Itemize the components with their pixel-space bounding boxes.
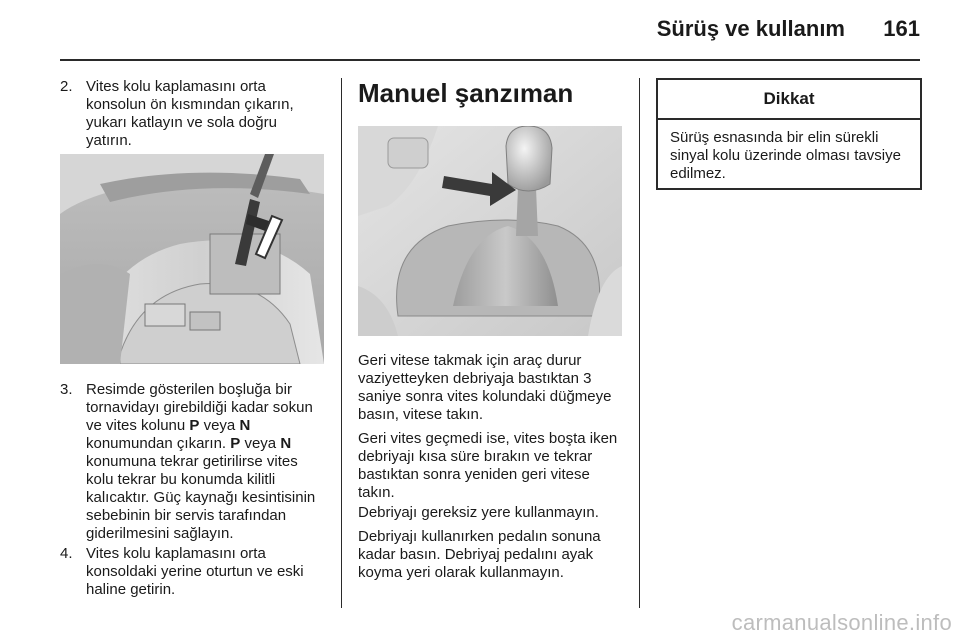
column-right (656, 78, 920, 278)
figure-manual-gear-lever (358, 126, 622, 336)
step-4 (60, 545, 326, 599)
section-title: Manuel şanzıman (358, 78, 574, 108)
paragraph: Geri vitese takmak için araç durur vaziyetteyken debriyaja bastıktan 3 saniye sonra vites kolundaki düğmeye basın, vitese takın. (358, 352, 612, 423)
caution-text: Sürüş esnasında bir elin sürekli sinyal kolu üzerinde olması tavsiye edilmez. (670, 129, 901, 182)
step-number: 4. (60, 545, 73, 562)
step-text: Vites kolu kaplamasını orta konsoldaki yerine oturtun ve eski haline getirin. (86, 545, 304, 598)
step-3 (60, 381, 326, 543)
caution-title: Dikkat (658, 80, 920, 120)
header-section-title: Sürüş ve kullanım (656, 16, 845, 41)
paragraph: Geri vites geçmedi ise, vites boşta iken debriyajı kısa süre bırakın ve tekrar bastıktan sonra yeniden geri vitese takın. (358, 430, 618, 501)
gear-key-n: N (239, 417, 251, 434)
figure-gear-cover-removal (60, 154, 324, 364)
header-rule (60, 59, 920, 61)
page-number: 161 (883, 16, 920, 41)
gear-key-p: P (189, 417, 200, 434)
paragraph: Debriyajı kullanırken pedalın sonuna kadar basın. Debriyaj pedalını ayak koyma yeri olarak kullanmayın. (358, 528, 601, 581)
step-number: 3. (60, 381, 73, 398)
watermark: carmanualsonline.info (731, 610, 952, 635)
column-middle (358, 78, 622, 608)
step-number: 2. (60, 78, 73, 95)
column-left (60, 78, 326, 608)
gear-key-n: N (280, 435, 292, 452)
column-divider (341, 78, 342, 608)
caution-box (656, 78, 922, 190)
step-text: Vites kolu kaplamasını orta konsolun ön kısmından çıkarın, yukarı katlayın ve sola doğru yatırın. (86, 78, 294, 149)
column-divider (639, 78, 640, 608)
gear-key-p: P (230, 435, 241, 452)
step-2 (60, 78, 326, 150)
page-header (0, 0, 960, 62)
step-text: Resimde gösterilen boşluğa bir tornavidayı girebildiği kadar sokun ve vites kolunu P veya N konumundan çıkarın. P veya N konumuna tekrar getirilirse vites kolu tekrar bu konumda kilitli kalıcaktır. Güç kaynağı kesintisinin sebebinin bir servis tarafından giderilmesini sağlayın. (86, 381, 316, 542)
paragraph: Debriyajı gereksiz yere kullanmayın. (358, 504, 599, 521)
